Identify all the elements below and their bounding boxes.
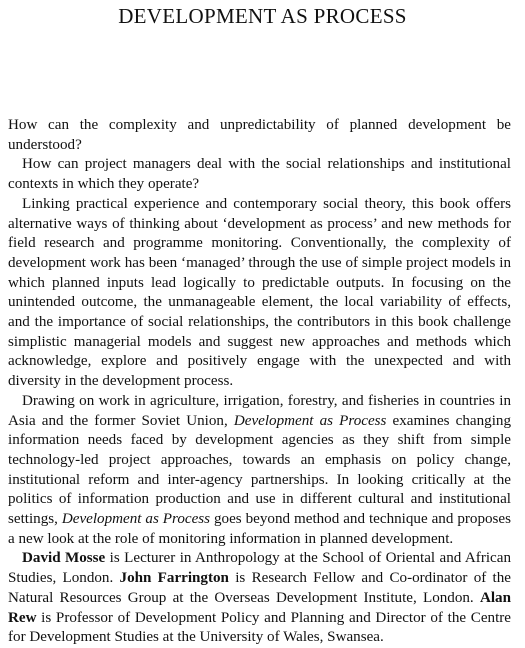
authors-paragraph [8,549,511,648]
scope-paragraph [8,392,511,550]
scope-text-a: Drawing on work in agriculture, irrigation, forestry, and fisheries in countries in Asia and the former Soviet Union, [8,392,511,429]
author-bio-rew: is Professor of Development Policy and Planning and Director of the Centre for Development Studies at the University of Wales, Swansea. [8,609,511,646]
author-name-rew: Alan Rew [8,589,511,626]
question-paragraph-2: How can project managers deal with the social relationships and institutional contexts in which they operate? [8,156,511,193]
scope-text-e: goes beyond method and technique and proposes a new look at the role of monitoring information in planned development. [8,511,512,547]
author-name-mosse: David Mosse [22,550,106,567]
description-paragraph: Linking practical experience and contemporary social theory, this book offers alternative ways of thinking about ‘development as process’ and new methods for field research and programme monitoring. Conventionally, the complexity of development work has been ‘managed’ through the use of simple project models in which planned inputs lead logically to predictable outputs. In focusing on the unintended outcome, the unmanageable element, the local variability of effects, and the importance of social relationships, the contributors in this book challenge simplistic managerial models and suggest new approaches and methods which acknowledge, explore and positively engage with the unexpected and with diversity in the development process. [8,195,511,390]
author-name-farrington: John Farrington [119,570,229,587]
author-bio-farrington: is Research Fellow and Co-ordinator of the Natural Resources Group at the Overseas Development Institute, London. [8,570,511,606]
blurb-body [8,116,511,648]
page-title: DEVELOPMENT AS PROCESS [118,4,407,28]
question-paragraph-1: How can the complexity and unpredictability of planned development be understood? [8,117,511,153]
author-bio-mosse: is Lecturer in Anthropology at the School of Oriental and African Studies, London. [8,550,511,587]
book-title-italic-2: Development as Process [61,511,211,528]
scope-text-c: examines changing information needs faced by development agencies as they shift from simple technology-led project approaches, towards an emphasis on policy change, institutional reform and inter-agency partnerships. In looking critically at the politics of information production and use in different cultural and institutional settings, [8,412,511,528]
book-title-italic-1: Development as Process [233,412,387,429]
